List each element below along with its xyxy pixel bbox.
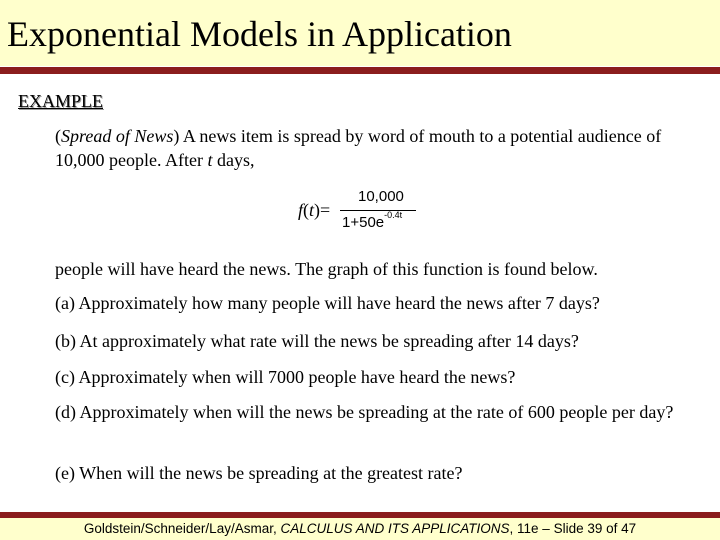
intro-text: A news item is spread by word of mouth to a potential audience of 10,000 people. After [55,126,662,170]
logistic-formula [298,188,458,238]
intro-close-paren: ) [173,126,180,146]
title-divider [0,67,720,74]
formula-t: t [309,200,315,220]
formula-denominator [342,210,403,231]
question-e: (e) When will the news be spreading at the greatest rate? [55,463,463,483]
footer-edition: , 11e – Slide 39 of 47 [509,521,637,536]
question-b: (b) At approximately what rate will the news be spreading after 14 days? [55,331,579,351]
question-a: (a) Approximately how many people will have heard the news after 7 days? [55,293,600,313]
example-label: EXAMPLE [18,91,103,111]
slide-title: Exponential Models in Application [7,14,512,54]
formula-f: f [298,200,304,220]
fraction-bar [340,210,416,211]
graph-sentence: people will have heard the news. The graph of this function is found below. [55,259,598,279]
formula-exponent: -0.4t [384,210,403,220]
question-c: (c) Approximately when will 7000 people have heard the news? [55,367,516,387]
intro-variable: t [207,150,213,170]
intro-italic-title: Spread of News [61,126,174,146]
formula-denominator-base: 1+50e [342,214,385,231]
formula-numerator: 10,000 [358,188,404,205]
intro-paragraph [55,124,675,172]
slide-footer [0,520,720,538]
question-d: (d) Approximately when will the news be spreading at the rate of 600 people per day? [55,402,674,422]
intro-open-paren: ( [55,126,61,146]
footer-book-title: CALCULUS AND ITS APPLICATIONS [280,521,510,536]
footer-authors: Goldstein/Schneider/Lay/Asmar, [83,521,281,536]
formula-lhs: f(t)= [298,200,331,220]
intro-tail: days, [212,150,255,170]
